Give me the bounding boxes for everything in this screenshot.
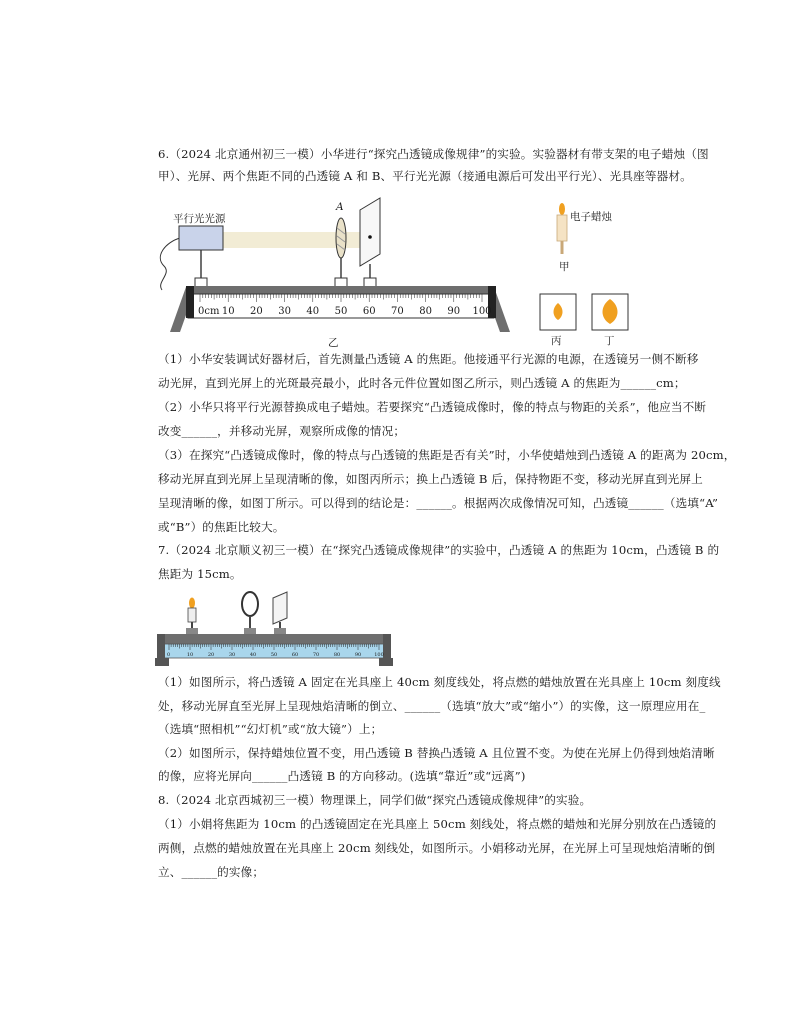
image-figures-bing-ding (536, 290, 646, 350)
q7-tick-label: 60 (291, 652, 299, 658)
q7-p2-line2: 的像，应将光屏向______凸透镜 B 的方向移动。(选填“靠近”或“远离”) (158, 769, 526, 783)
q6-p3-line3: 呈现清晰的像，如图丁所示。可以得到的结论是：______。根据两次成像情况可知，凸透镜______（选填“A” (158, 496, 719, 510)
q6-p3-line2: 移动光屏直到光屏上呈现清晰的像，如图丙所示；换上凸透镜 B 后，保持物距不变，移动光屏直到光屏上 (158, 472, 703, 486)
optical-bench-figure-q7 (155, 590, 395, 670)
q7-screen (273, 592, 287, 624)
q6-header-line1: 6.（2024 北京通州初三一模）小华进行“探究凸透镜成像规律”的实验。实验器材有带支架的电子蜡烛（图 (158, 147, 709, 161)
q6-p2-line1: （2）小华只将平行光源替换成电子蜡烛。若要探究“凸透镜成像时，像的特点与物距的关系”，他应当不断 (158, 400, 707, 414)
q7-tick-label: 70 (312, 652, 320, 658)
yi-tick-label: 100 (472, 306, 492, 317)
yi-tick-label: 10 (221, 306, 235, 317)
light-screen (360, 198, 380, 266)
q7-candle (188, 608, 196, 622)
caption-ding: 丁 (604, 335, 615, 347)
yi-tick-label: 30 (278, 306, 291, 317)
optical-bench-figure-yi (150, 192, 520, 352)
q6-p2-line2: 改变______，并移动光屏，观察所成像的情况； (158, 424, 406, 438)
lens-a-label: A (336, 201, 344, 213)
q6-p1-line1: （1）小华安装调试好器材后，首先测量凸透镜 A 的焦距。他接通平行光源的电源，在透镜另一侧不断移 (158, 352, 699, 366)
q8-header-line1: 8.（2024 北京西城初三一模）物理课上，同学们做“探究凸透镜成像规律”的实验。 (158, 793, 592, 807)
q7-p1-line3: （选填“照相机”“幻灯机”或“放大镜”）上； (158, 722, 383, 736)
yi-tick-label: 90 (447, 306, 461, 317)
q8-p1-line3: 立、______的实像； (158, 865, 265, 879)
q7-tick-label: 20 (207, 652, 215, 658)
yi-tick-label: 80 (419, 306, 432, 317)
q7-candle-flame (189, 598, 195, 609)
q6-header-line2: 甲）、光屏、两个焦距不同的凸透镜 A 和 B、平行光光源（接通电源后可发出平行光）、光具座等器材。 (158, 169, 692, 183)
yi-tick-label: 40 (306, 306, 320, 317)
candle-flame (559, 203, 565, 215)
q8-p1-line1: （1）小娟将焦距为 10cm 的凸透镜固定在光具座上 50cm 刻线处，将点燃的蜡烛和光屏分别放在凸透镜的 (158, 817, 717, 831)
parallel-light-beam (223, 232, 373, 248)
q6-p3-line1: （3）在探究“凸透镜成像时，像的特点与凸透镜的焦距是否有关”时，小华使蜡烛到凸透镜 A 的距离为 20cm， (158, 448, 736, 462)
caption-jia: 甲 (559, 261, 570, 273)
yi-tick-label: 20 (250, 306, 263, 317)
q7-header-line1: 7.（2024 北京顺义初三一模）在“探究凸透镜成像规律”的实验中，凸透镜 A 的焦距为 10cm，凸透镜 B 的 (158, 543, 720, 557)
q6-p1-line2: 动光屏，直到光屏上的光斑最亮最小，此时各元件位置如图乙所示，则凸透镜 A 的焦距为______cm； (158, 376, 686, 390)
electronic-candle-figure (550, 196, 630, 276)
q7-p2-line1: （2）如图所示，保持蜡烛位置不变，用凸透镜 B 替换凸透镜 A 且位置不变。为使在光屏上仍得到烛焰清晰 (158, 746, 715, 760)
q8-p1-line2: 两侧，点燃的蜡烛放置在光具座上 20cm 刻线处，如图所示。小娟移动光屏，在光屏上可呈现烛焰清晰的倒 (158, 841, 716, 855)
q7-tick-label: 30 (228, 652, 236, 658)
convex-lens-a (336, 218, 346, 258)
q7-tick-label: 90 (354, 652, 362, 658)
caption-bing: 丙 (551, 335, 562, 347)
candle-body (557, 215, 567, 241)
q7-tick-label: 80 (333, 652, 341, 658)
q7-tick-label: 0 (167, 652, 171, 658)
caption-yi: 乙 (328, 337, 339, 349)
q7-tick-label: 10 (186, 652, 194, 658)
q7-tick-label: 100 (374, 652, 384, 658)
q7-header-line2: 焦距为 15cm。 (158, 567, 242, 581)
light-source-label: 平行光光源 (173, 213, 226, 225)
q7-p1-line2: 处，移动光屏直至光屏上呈现烛焰清晰的倒立、______（选填“放大”或“缩小”）的实像，这一原理应用在_ (158, 699, 706, 713)
q7-tick-label: 40 (249, 652, 257, 658)
q7-tick-label: 50 (270, 652, 278, 658)
yi-tick-label: 60 (362, 306, 376, 317)
q7-p1-line1: （1）如图所示，将凸透镜 A 固定在光具座上 40cm 刻度线处，将点燃的蜡烛放置在光具座上 10cm 刻度线 (158, 675, 721, 689)
q6-p3-line4: 或“B”）的焦距比较大。 (158, 520, 285, 534)
yi-tick-label: 70 (391, 306, 404, 317)
yi-tick-label: 50 (334, 306, 348, 317)
light-source-box (179, 226, 223, 250)
yi-tick-label: 0cm (198, 306, 220, 317)
q7-lens (242, 592, 258, 616)
candle-label: 电子蜡烛 (570, 211, 612, 223)
